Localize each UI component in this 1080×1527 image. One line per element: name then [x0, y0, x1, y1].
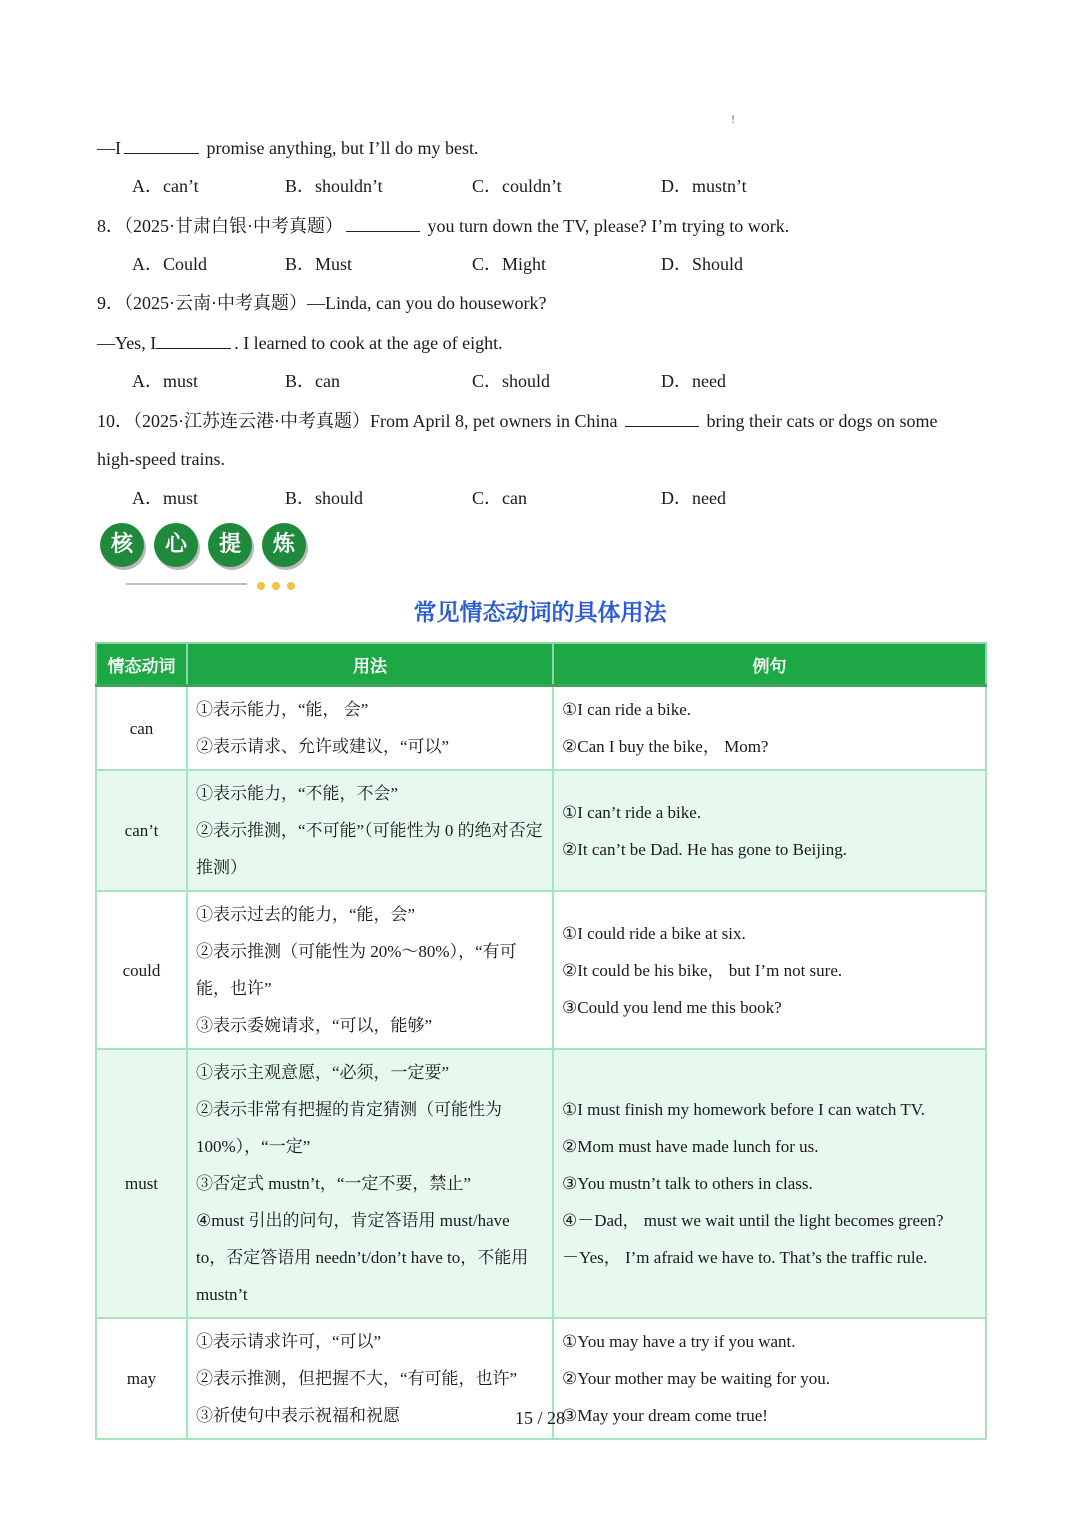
q9-reply-line: [97, 330, 503, 355]
q7-option-b: B．shouldn’t: [285, 176, 383, 196]
badge-ti: 提: [208, 523, 252, 567]
q9-number: 9．: [97, 293, 124, 313]
example-line: ①You may have a try if you want.: [562, 1332, 796, 1351]
header-modal-verb: 情态动词: [96, 643, 187, 686]
q9-options: [132, 369, 832, 393]
header-example: 例句: [553, 643, 986, 686]
table-row: [96, 1049, 986, 1318]
row-word: can: [96, 686, 187, 771]
q9-reply-post: . I learned to cook at the age of eight.: [234, 333, 503, 353]
q8-option-b: B．Must: [285, 254, 353, 274]
row-usage: [187, 891, 553, 1049]
q8-option-a: A．Could: [132, 254, 208, 274]
q9-text: —Linda, can you do housework?: [307, 293, 547, 313]
q7-option-a: A．can’t: [132, 176, 199, 196]
badge-lian: 炼: [262, 523, 306, 567]
example-line: ①I can ride a bike.: [562, 700, 691, 719]
usage-line: ②表示推测，但把握不大，“有可能，也许”: [196, 1369, 518, 1388]
row-usage: [187, 1049, 553, 1318]
q9-option-a: A．must: [132, 371, 199, 391]
usage-line: ①表示能力，“不能，不会”: [196, 784, 399, 803]
q9-option-c: C．should: [472, 371, 551, 391]
q9-reply-pre: —Yes, I: [97, 333, 157, 353]
q7-reply-post: promise anything, but I’ll do my best.: [206, 138, 479, 158]
row-examples: [553, 686, 986, 771]
usage-line: ③表示委婉请求，“可以，能够”: [196, 1016, 433, 1035]
q10-blank: [625, 408, 699, 427]
usage-line: ①表示过去的能力，“能，会”: [196, 905, 416, 924]
q10-option-c: C．can: [472, 488, 527, 508]
usage-line: ①表示能力，“能， 会”: [196, 700, 369, 719]
badge-xin: 心: [154, 523, 198, 567]
q8-option-d: D．Should: [661, 254, 744, 274]
page-number: 15 / 28: [514, 1408, 565, 1428]
q10-number: 10．: [97, 411, 133, 431]
example-line: ②Can I buy the bike， Mom?: [562, 737, 769, 756]
q9-option-d: D．need: [661, 371, 726, 391]
usage-line: ③祈使句中表示祝福和祝愿: [196, 1406, 400, 1425]
row-usage: [187, 770, 553, 891]
row-word: must: [96, 1049, 187, 1318]
example-line: ①I can’t ride a bike.: [562, 802, 702, 822]
q9-line: [97, 291, 546, 315]
row-examples: [553, 1049, 986, 1318]
example-line: ③You mustn’t talk to others in class.: [562, 1174, 813, 1193]
q8-number: 8．: [97, 216, 124, 236]
example-line: ③Could you lend me this book?: [562, 997, 782, 1017]
table-row: [96, 770, 986, 891]
table-row: [96, 686, 986, 771]
row-word: could: [96, 891, 187, 1049]
q10-continuation: high-speed trains.: [97, 449, 225, 469]
stray-mark: !: [731, 112, 735, 126]
usage-line: ①表示请求许可，“可以”: [196, 1332, 382, 1351]
q8-line: [97, 213, 789, 238]
q7-option-c: C．couldn’t: [472, 176, 562, 196]
section-title: 常见情态动词的具体用法: [413, 600, 667, 626]
q7-reply-pre: —I: [97, 138, 121, 158]
modal-verbs-table: [95, 642, 987, 1440]
example-line: ②Your mother may be waiting for you.: [562, 1369, 831, 1388]
q9-blank: [156, 330, 231, 349]
q7-reply-line: [97, 135, 478, 160]
usage-line: ①表示主观意愿，“必须，一定要”: [196, 1063, 450, 1082]
badge-he: 核: [100, 523, 144, 567]
usage-line: ②表示非常有把握的肯定猜测（可能性为 100%），“一定”: [196, 1100, 502, 1156]
row-word: may: [96, 1318, 187, 1439]
q10-source: （2025·江苏连云港·中考真题）: [133, 411, 370, 431]
q7-options: [132, 174, 832, 198]
table-row: [96, 891, 986, 1049]
q7-option-d: D．mustn’t: [661, 176, 747, 196]
q9-source: （2025·云南·中考真题）: [124, 293, 307, 313]
example-line: ③May your dream come true!: [562, 1406, 768, 1425]
table-header-row: [96, 643, 986, 686]
q8-option-c: C．Might: [472, 254, 547, 274]
row-examples: [553, 891, 986, 1049]
usage-line: ②表示推测（可能性为 20%～80%），“有可能，也许”: [196, 942, 517, 998]
usage-line: ②表示推测，“不可能”（可能性为 0 的绝对否定推测）: [196, 821, 543, 877]
usage-line: ②表示请求、允许或建议，“可以”: [196, 737, 450, 756]
example-line: ①I must finish my homework before I can watch TV.: [562, 1100, 926, 1119]
example-line: ②It can’t be Dad. He has gone to Beijing.: [562, 839, 847, 859]
usage-line: ④must 引出的问句，肯定答语用 must/have to，否定答语用 needn’t/don’t have to，不能用 mustn’t: [196, 1211, 529, 1304]
example-line: －Yes， I’m afraid we have to. That’s the traffic rule.: [562, 1248, 928, 1267]
decorative-dot: [272, 582, 280, 590]
example-line: ④－Dad， must we wait until the light becomes green?: [562, 1211, 944, 1230]
q8-source: （2025·甘肃白银·中考真题）: [124, 216, 343, 236]
row-word: can’t: [96, 770, 187, 891]
q10-options: [132, 486, 832, 510]
example-line: ②Mom must have made lunch for us.: [562, 1137, 819, 1156]
decorative-dot: [257, 582, 265, 590]
usage-line: ③否定式 mustn’t，“一定不要，禁止”: [196, 1174, 471, 1193]
q10-option-a: A．must: [132, 488, 199, 508]
header-usage: 用法: [187, 643, 553, 686]
q8-blank: [346, 213, 420, 232]
q9-option-b: B．can: [285, 371, 340, 391]
decorative-dot: [287, 582, 295, 590]
q10-line: [97, 408, 937, 433]
q10-text-pre: From April 8, pet owners in China: [370, 411, 618, 431]
q8-text: you turn down the TV, please? I’m trying to work.: [427, 216, 790, 236]
example-line: ②It could be his bike， but I’m not sure.: [562, 960, 843, 980]
q10-option-d: D．need: [661, 488, 726, 508]
row-examples: [553, 770, 986, 891]
example-line: ①I could ride a bike at six.: [562, 923, 746, 943]
decorative-line: [126, 583, 247, 585]
q7-blank: [124, 135, 199, 154]
q10-option-b: B．should: [285, 488, 364, 508]
q10-text-post: bring their cats or dogs on some: [706, 411, 938, 431]
q8-options: [132, 252, 832, 276]
row-usage: [187, 686, 553, 771]
